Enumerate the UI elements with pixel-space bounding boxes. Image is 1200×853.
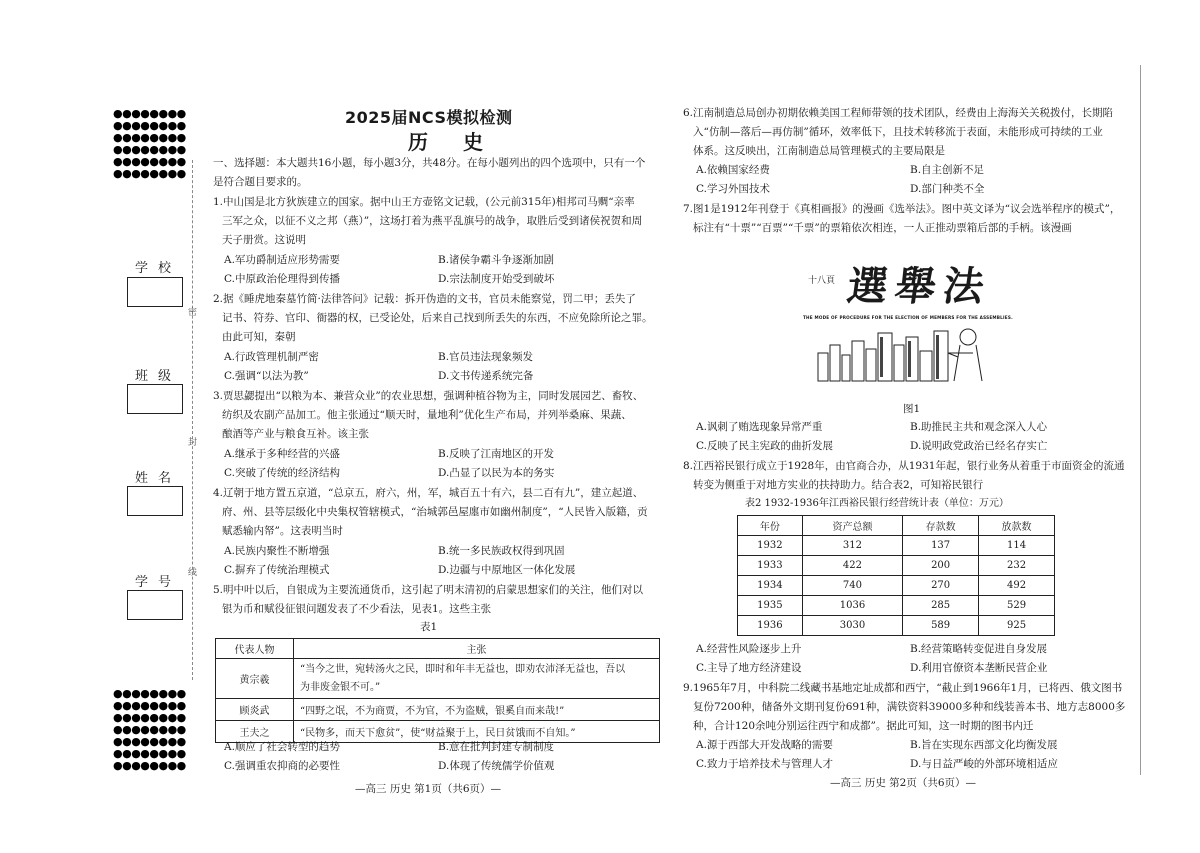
table-cell: 740 (802, 576, 902, 596)
option-d[interactable]: D.与日益严峻的外部环境相适应 (910, 758, 1058, 770)
option-d[interactable]: D.利用官僚资本垄断民营企业 (910, 662, 1048, 674)
option-d[interactable]: D.宗法制度开始受到破坏 (438, 273, 555, 285)
table-row (738, 616, 1055, 636)
option-a[interactable]: A.讽刺了贿选现象异常严重 (696, 421, 823, 433)
seal-char: 密 (188, 308, 198, 318)
table-cell: “民物多，而天下愈贫”，使“财益聚于上，民日贫饿而不自知。” (294, 721, 660, 743)
table-caption: 表2 1932-1936年江西裕民银行经营统计表（单位：万元） (745, 498, 1009, 509)
figure-side-text: 十八頁 (808, 276, 836, 286)
name-field[interactable] (127, 486, 183, 516)
question-text: 6.江南制造总局创办初期依赖美国工程师带领的技术团队，经费由上海海关关税拨付，长期陷 (683, 107, 1114, 119)
binding-dots: ●●●●●●●● ●●●●●●●● ●●●●●●●● ●●●●●●●● ●●●●●●●● ●●●●●●●● (113, 107, 186, 180)
option-d[interactable]: D.凸显了以民为本的务实 (438, 467, 555, 479)
table-cell: 422 (802, 556, 902, 576)
option-c[interactable]: C.反映了民主宪政的曲折发展 (696, 440, 833, 452)
option-d[interactable]: D.边疆与中原地区一体化发展 (438, 564, 576, 576)
name-label: 姓名 (135, 471, 182, 486)
question-text: 7.图1是1912年刊登于《真相画报》的漫画《选举法》。图中英文译为“议会选举程序的模式”， (683, 203, 1121, 215)
figure-title: 選舉法 (844, 263, 995, 310)
table-2 (737, 515, 1055, 636)
question-text: 体系。这反映出，江南制造总局管理模式的主要局限是 (693, 145, 945, 157)
seal-char: 线 (188, 568, 198, 578)
section-header: 一、选择题：本大题共16小题，每小题3分，共48分。在每小题列出的四个选项中，只有一个 (213, 157, 646, 169)
option-b[interactable]: B.助推民主共和观念深入人心 (910, 421, 1048, 433)
option-d[interactable]: D.体现了传统儒学价值观 (438, 760, 555, 772)
question-text: 赋悉输内帑”。这表明当时 (222, 525, 343, 537)
table-header: 放款数 (979, 516, 1055, 536)
number-field[interactable] (127, 590, 183, 620)
table-cell: 270 (903, 576, 979, 596)
table-cell: 黄宗羲 (216, 659, 294, 699)
table-row (738, 576, 1055, 596)
table-header: 代表人物 (216, 639, 294, 659)
option-a[interactable]: A.继承于多种经营的兴盛 (224, 448, 340, 460)
option-c[interactable]: C.摒弃了传统治理模式 (224, 564, 330, 576)
question-text: 8.江西裕民银行成立于1928年，由官商合办，从1931年起，银行业务从着重于市面资金的流通 (683, 460, 1125, 472)
question-text: 标注有“十票”“百票”“千票”的票箱依次相连，一人正推动票箱后部的手柄。该漫画 (693, 222, 1072, 234)
table-cell: 589 (903, 616, 979, 636)
binding-dots: ●●●●●●●● ●●●●●●●● ●●●●●●●● ●●●●●●●● ●●●●●●●● ●●●●●●●● ●●●●●●●● (113, 687, 186, 772)
question-text: 酿酒等产业与粮食互补。该主张 (222, 428, 369, 440)
exam-title: 2025届NCS模拟检测 (345, 108, 513, 127)
question-text: 2.据《睡虎地秦墓竹简·法律答问》记载：拆开伪造的文书，官员未能察觉，罚二甲；丢失了 (213, 293, 636, 305)
table-cell: 顾炎武 (216, 699, 294, 721)
option-b[interactable]: B.诸侯争霸斗争逐渐加剧 (438, 254, 555, 266)
option-b[interactable]: B.反映了江南地区的开发 (438, 448, 555, 460)
table-header: 存款数 (903, 516, 979, 536)
cell-line: 为非废金银不可。” (300, 681, 381, 693)
section-header: 是符合题目要求的。 (213, 176, 308, 188)
option-d[interactable]: D.部门种类不全 (910, 183, 985, 195)
option-c[interactable]: C.学习外国技术 (696, 183, 770, 195)
table-cell: 1036 (802, 596, 902, 616)
question-text: 三军之众，以征不义之邦（燕）”，这场打着为燕平乱旗号的战争，取胜后受到诸侯祝贺和周 (222, 215, 643, 227)
option-c[interactable]: C.强调重农抑商的必要性 (224, 760, 340, 772)
seal-line (192, 160, 193, 680)
class-field[interactable] (127, 384, 183, 414)
table-cell: 312 (802, 536, 902, 556)
table-header: 资产总额 (802, 516, 902, 536)
table-cell: 232 (979, 556, 1055, 576)
question-text: 转变为侧重于对地方实业的扶持助力。结合表2，可知裕民银行 (693, 479, 984, 491)
option-a[interactable]: A.经营性风险逐步上升 (696, 643, 802, 655)
option-a[interactable]: A.行政管理机制严密 (224, 351, 319, 363)
seal-char: 封 (188, 438, 198, 448)
option-a[interactable]: A.源于西部大开发战略的需要 (696, 739, 833, 751)
option-c[interactable]: C.强调“以法为教” (224, 370, 309, 382)
table-cell: 137 (903, 536, 979, 556)
option-d[interactable]: D.文书传递系统完备 (438, 370, 534, 382)
option-d[interactable]: D.说明政党政治已经名存实亡 (910, 440, 1048, 452)
table-cell: 200 (903, 556, 979, 576)
cartoon-figure (803, 255, 1023, 385)
table-1 (215, 638, 660, 743)
option-b[interactable]: B.统一多民族政权得到巩固 (438, 545, 565, 557)
table-cell: 925 (979, 616, 1055, 636)
number-label: 学号 (135, 575, 182, 590)
table-cell: 1932 (738, 536, 803, 556)
page-footer: —高三 历史 第1页（共6页）— (355, 783, 502, 795)
question-text: 复份7200种，储备外文期刊复份691种，满铁资料39000多种和线装善本书、地方志8000多 (693, 701, 1126, 713)
question-text: 入“仿制—落后—再仿制”循环，效率低下，且技术转移流于表面，未能形成可持续的工业 (693, 126, 1103, 138)
question-text: 3.贾思勰提出“以粮为本、兼营众业”的农业思想，强调种植谷物为主，同时发展园艺、畜牧、 (213, 390, 644, 402)
table-cell: 1934 (738, 576, 803, 596)
option-a[interactable]: A.顺应了社会转型的趋势 (224, 741, 340, 753)
table-cell: 114 (979, 536, 1055, 556)
option-c[interactable]: C.致力于培养技术与管理人才 (696, 758, 833, 770)
table-row (738, 556, 1055, 576)
option-b[interactable]: B.意在批判封建专制制度 (438, 741, 555, 753)
table-cell (294, 659, 660, 699)
question-text: 府、州、县等层级化中央集权管辖模式，“治城郭邑屋廛市如幽州制度”，“人民皆入版籍，贡 (222, 506, 648, 518)
question-text: 由此可知，秦朝 (222, 331, 296, 343)
table-caption: 表1 (420, 621, 438, 633)
page-footer: —高三 历史 第2页（共6页）— (830, 777, 977, 789)
figure-caption-en: THE MODE OF PROCEDURE FOR THE ELECTION OF MEMBERS FOR THE ASSEMBLIES. (803, 315, 1013, 320)
question-text: 种，合计120余吨分别运往西宁和成都”。据此可知，这一时期的图书内迁 (693, 720, 1034, 732)
ballot-boxes-illustration (808, 323, 1023, 385)
table-header: 年份 (738, 516, 803, 536)
option-b[interactable]: B.自主创新不足 (910, 164, 985, 176)
option-c[interactable]: C.主导了地方经济建设 (696, 662, 802, 674)
table-header: 主张 (294, 639, 660, 659)
option-a[interactable]: A.民族内聚性不断增强 (224, 545, 330, 557)
question-text: 天子册赏。这说明 (222, 234, 306, 246)
option-b[interactable]: B.官员违法现象频发 (438, 351, 534, 363)
question-text: 4.辽朝于地方置五京道，“总京五，府六，州，军，城百五十有六，县二百有九”，建立起道、 (213, 487, 644, 499)
table-row (738, 536, 1055, 556)
option-b[interactable]: B.旨在实现东西部文化均衡发展 (910, 739, 1058, 751)
option-a[interactable]: A.依赖国家经费 (696, 164, 770, 176)
table-cell: 1936 (738, 616, 803, 636)
table-cell: 285 (903, 596, 979, 616)
table-cell: “四野之氓，不为商贾，不为官，不为盗贼，银奚自而来哉!” (294, 699, 660, 721)
figure-label: 图1 (903, 403, 921, 415)
table-cell: 王夫之 (216, 721, 294, 743)
table-cell: 529 (979, 596, 1055, 616)
table-cell: 1935 (738, 596, 803, 616)
cell-line: “当今之世，宛转汤火之民，即时和年丰无益也，即劝农沛泽无益也，吾以 (300, 663, 626, 675)
question-text: 记书、符券、官印、衙器的权，已受论处，后来自己找到所丢失的东西，不应免除所论之罪。 (222, 312, 653, 324)
option-c[interactable]: C.中原政治伦理得到传播 (224, 273, 340, 285)
subject-title: 历 史 (408, 130, 497, 154)
page-edge-line (1140, 65, 1141, 775)
table-row (216, 699, 660, 721)
option-c[interactable]: C.突破了传统的经济结构 (224, 467, 340, 479)
table-cell: 492 (979, 576, 1055, 596)
table-row (216, 659, 660, 699)
question-text: 纺织及农副产品加工。他主张通过“顺天时，量地利”优化生产布局，并列举桑麻、果蔬、 (222, 409, 632, 421)
question-text: 银为币和赋役征银问题发表了不少看法，见表1。这些主张 (222, 603, 492, 615)
table-cell: 3030 (802, 616, 902, 636)
option-a[interactable]: A.军功爵制适应形势需要 (224, 254, 340, 266)
table-cell: 1933 (738, 556, 803, 576)
question-text: 5.明中叶以后，自银成为主要流通货币，这引起了明末清初的启蒙思想家们的关注，他们对以 (213, 584, 644, 596)
class-label: 班级 (135, 369, 182, 384)
question-text: 1.中山国是北方狄族建立的国家。据中山王方壶铭文记载，(公元前315年)相邦司马赒“亲率 (213, 196, 635, 208)
school-label: 学校 (135, 261, 182, 276)
option-b[interactable]: B.经营策略转变促进自身发展 (910, 643, 1048, 655)
question-text: 9.1965年7月，中科院二线藏书基地定址成都和西宁，“截止到1966年1月，已将西、俄文图书 (683, 682, 1123, 694)
table-row (738, 596, 1055, 616)
school-field[interactable] (127, 277, 183, 307)
